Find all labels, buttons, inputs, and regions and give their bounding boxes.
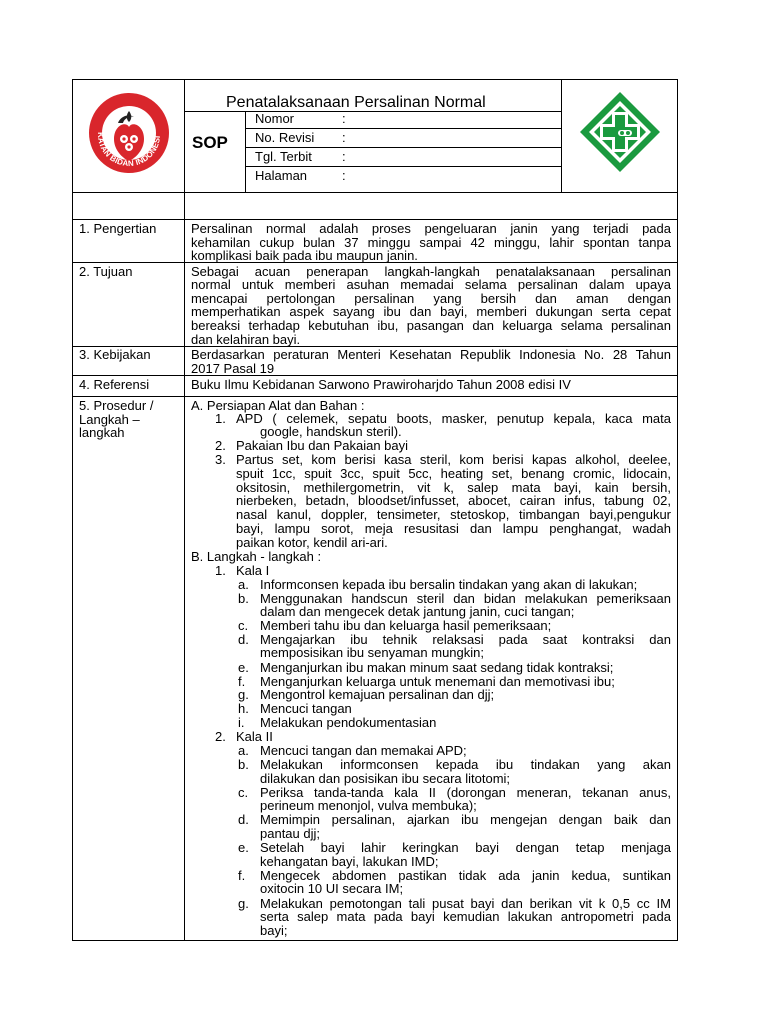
- list-item: APD ( celemek, sepatu boots, masker, penutup kepala, kaca mata: [236, 411, 671, 426]
- list-letter: b.: [238, 757, 249, 772]
- list-item: Periksa tanda-tanda kala II (dorongan meneran, tekanan anus,: [260, 785, 671, 800]
- list-item: perineum menonjol, vulva membuka);: [260, 798, 477, 813]
- meta-revisi-sep: :: [342, 130, 346, 145]
- list-item: Menggunakan handscun steril dan bidan melakukan pemeriksaan: [260, 591, 671, 606]
- list-number: 3.: [215, 452, 226, 467]
- page-title: Penatalaksanaan Persalinan Normal: [226, 94, 486, 111]
- tujuan-line: dan kelahiran bayi.: [191, 332, 301, 347]
- list-letter: c.: [238, 618, 249, 633]
- pengertian-line: kehamilan cukup bulan 37 minggu sampai 42 minggu, lahir spontan tanpa: [191, 235, 671, 250]
- list-item: Mencuci tangan: [260, 701, 352, 716]
- list-letter: d.: [238, 632, 249, 647]
- meta-nomor-label: Nomor: [255, 111, 295, 126]
- list-item: spuit 1cc, spuit 3cc, spuit 5cc, heating set, benang cromic, lidocain,: [236, 466, 671, 481]
- row-label-prosedur: 5. Prosedur /: [79, 398, 154, 413]
- list-item: nierbeken, betadn, bloodset/infusset, abocet, cairan infus, tabung 02,: [236, 493, 671, 508]
- list-item: kehangatan bayi, lakukan IMD;: [260, 854, 439, 869]
- list-item: Menganjurkan keluarga untuk menemani dan memotivasi ibu;: [260, 674, 615, 689]
- list-number: 2.: [215, 438, 226, 453]
- pengertian-line: komplikasi baik pada ibu maupun janin.: [191, 248, 418, 263]
- list-item: Partus set, kom berisi kasa steril, kom berisi kapas alkohol, deelee,: [236, 452, 671, 467]
- list-number: 2.: [215, 729, 226, 744]
- meta-terbit-sep: :: [342, 149, 346, 164]
- row-label-prosedur: langkah: [79, 425, 125, 440]
- row-label-referensi: 4. Referensi: [79, 377, 150, 392]
- row-label-kebijakan: 3. Kebijakan: [79, 347, 151, 362]
- list-letter: c.: [238, 785, 249, 800]
- list-letter: a.: [238, 743, 249, 758]
- list-item: memposisikan ibu senyaman mungkin;: [260, 645, 484, 660]
- tujuan-line: normal untuk memberi asuhan memadai selama persalinan dalam upaya: [191, 277, 671, 292]
- list-item: Pakaian Ibu dan Pakaian bayi: [236, 438, 409, 453]
- row-label-tujuan: 2. Tujuan: [79, 264, 133, 279]
- list-item: google, handskun steril).: [260, 424, 402, 439]
- list-item: Mencuci tangan dan memakai APD;: [260, 743, 467, 758]
- tujuan-line: Sebagai acuan penerapan langkah-langkah penatalaksanaan persalinan: [191, 264, 671, 279]
- list-letter: f.: [238, 674, 246, 689]
- list-item: dalam dan mengecek detak jantung janin, cuci tangan;: [260, 604, 575, 619]
- list-item: Melakukan pemotongan tali pusat bayi dan berikan vit k 0,5 cc IM: [260, 896, 671, 911]
- meta-terbit-label: Tgl. Terbit: [255, 149, 312, 164]
- list-item: pantau djj;: [260, 826, 320, 841]
- list-number: 1.: [215, 411, 226, 426]
- list-item: Menganjurkan ibu makan minum saat sedang tidak kontraksi;: [260, 660, 614, 675]
- list-letter: d.: [238, 812, 249, 827]
- list-letter: g.: [238, 687, 249, 702]
- row-label-prosedur: Langkah –: [79, 412, 140, 427]
- row-label-pengertian: 1. Pengertian: [79, 221, 157, 236]
- list-item: Memberi tahu ibu dan keluarga hasil pemeriksaan;: [260, 618, 552, 633]
- list-item: bayi;: [260, 923, 288, 938]
- list-item: paikan kotor, kendil ari-ari.: [236, 535, 388, 550]
- logo-arc-text: KATAN BIDAN INDONESI: [95, 132, 163, 169]
- list-letter: f.: [238, 868, 246, 883]
- list-item: Mengecek abdomen pastikan tidak ada janin kedua, suntikan: [260, 868, 671, 883]
- list-item: oxitocin 10 UI secara IM;: [260, 881, 404, 896]
- tujuan-line: mencapai pertolongan persalinan yang bersih dan aman dengan: [191, 291, 671, 306]
- list-item: Setelah bayi lahir keringkan bayi dengan tetap menjaga: [260, 840, 671, 855]
- referensi-line: Buku Ilmu Kebidanan Sarwono Prawiroharjdo Tahun 2008 edisi IV: [191, 377, 571, 392]
- list-letter: g.: [238, 896, 249, 911]
- puskesmas-logo: [578, 90, 662, 174]
- kala-title: Kala II: [236, 729, 273, 744]
- list-number: 1.: [215, 563, 226, 578]
- list-item: Informconsen kepada ibu bersalin tindakan yang akan di lakukan;: [260, 577, 638, 592]
- list-item: bayi, lampu sorot, meja resusitasi dan lampu penghangat, wadah: [236, 521, 671, 536]
- meta-revisi-label: No. Revisi: [255, 130, 315, 145]
- heading-persiapan: A. Persiapan Alat dan Bahan :: [191, 398, 365, 413]
- pengertian-line: Persalinan normal adalah proses pengeluaran janin yang terjadi pada: [191, 221, 671, 236]
- list-letter: a.: [238, 577, 249, 592]
- list-letter: i.: [238, 715, 245, 730]
- list-letter: e.: [238, 840, 249, 855]
- kebijakan-line: 2017 Pasal 19: [191, 361, 275, 376]
- list-letter: e.: [238, 660, 249, 675]
- list-item: serta salep mata pada bayi kemudian lakukan antropometri pada: [260, 909, 671, 924]
- meta-nomor-sep: :: [342, 111, 346, 126]
- list-item: Memimpin persalinan, ajarkan ibu mengejan dengan baik dan: [260, 812, 671, 827]
- list-letter: h.: [238, 701, 249, 716]
- tujuan-line: bereaksi terhadap kebutuhan ibu, pasangan dan keluarga selama persalinan: [191, 318, 671, 333]
- sop-label: SOP: [192, 133, 228, 152]
- kala-title: Kala I: [236, 563, 270, 578]
- list-item: oksitosin, methilergometrin, vit k, salep mata bayi, kain bersih,: [236, 480, 671, 495]
- list-item: Melakukan pendokumentasian: [260, 715, 437, 730]
- heading-langkah: B. Langkah - langkah :: [191, 549, 322, 564]
- list-letter: b.: [238, 591, 249, 606]
- tujuan-line: memperhatikan aspek sayang ibu dan bayi, memberi dukungan serta cepat: [191, 304, 671, 319]
- list-item: Mengontrol kemajuan persalinan dan djj;: [260, 687, 495, 702]
- list-item: nasal kanul, doppler, tensimeter, stetoskop, timbangan bayi,pengukur: [236, 507, 671, 522]
- kebijakan-line: Berdasarkan peraturan Menteri Kesehatan Republik Indonesia No. 28 Tahun: [191, 347, 671, 362]
- list-item: Melakukan informconsen kepada ibu tindakan yang akan: [260, 757, 671, 772]
- ibi-logo: [88, 89, 170, 177]
- list-item: dilakukan dan posisikan ibu secara litotomi;: [260, 771, 511, 786]
- meta-halaman-sep: :: [342, 168, 346, 183]
- meta-halaman-label: Halaman: [255, 168, 308, 183]
- list-item: Mengajarkan ibu tehnik relaksasi pada saat kontraksi dan: [260, 632, 671, 647]
